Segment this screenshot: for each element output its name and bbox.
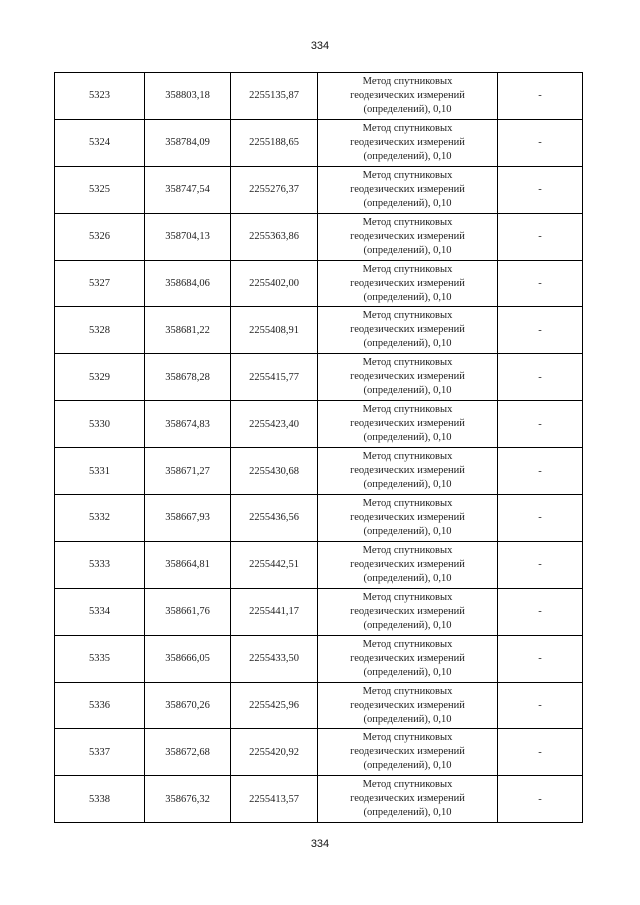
method-cell — [318, 401, 498, 448]
description-cell: - — [498, 166, 583, 213]
method-line: (определений), 0,10 — [363, 572, 452, 584]
method-line: (определений), 0,10 — [363, 338, 452, 350]
coordinates-table — [54, 72, 583, 823]
point-number-cell: 5328 — [55, 307, 145, 354]
table-row — [55, 682, 583, 729]
method-cell — [318, 213, 498, 260]
method-line: Метод спутниковых — [362, 638, 453, 650]
point-number-cell: 5331 — [55, 448, 145, 495]
method-line: Метод спутниковых — [362, 685, 453, 697]
y-coordinate-cell: 2255402,00 — [231, 260, 318, 307]
table-row — [55, 260, 583, 307]
method-line: Метод спутниковых — [362, 732, 453, 744]
method-line: геодезических измерений — [350, 699, 465, 711]
method-cell — [318, 354, 498, 401]
x-coordinate-cell: 358704,13 — [145, 213, 231, 260]
x-coordinate-cell: 358666,05 — [145, 635, 231, 682]
table-row — [55, 495, 583, 542]
point-number-cell: 5330 — [55, 401, 145, 448]
method-line: Метод спутниковых — [362, 779, 453, 791]
page-number-bottom: 334 — [310, 838, 330, 850]
description-cell: - — [498, 119, 583, 166]
description-cell: - — [498, 682, 583, 729]
y-coordinate-cell: 2255276,37 — [231, 166, 318, 213]
method-line: Метод спутниковых — [362, 310, 453, 322]
method-line: (определений), 0,10 — [363, 807, 452, 819]
method-line: геодезических измерений — [350, 89, 465, 101]
method-cell — [318, 119, 498, 166]
method-line: геодезических измерений — [350, 371, 465, 383]
page-number-top: 334 — [310, 40, 330, 52]
method-line: (определений), 0,10 — [363, 244, 452, 256]
method-line: геодезических измерений — [350, 183, 465, 195]
method-line: Метод спутниковых — [362, 451, 453, 463]
method-line: Метод спутниковых — [362, 122, 453, 134]
point-number-cell: 5329 — [55, 354, 145, 401]
method-cell — [318, 729, 498, 776]
x-coordinate-cell: 358678,28 — [145, 354, 231, 401]
method-cell — [318, 166, 498, 213]
method-line: (определений), 0,10 — [363, 479, 452, 491]
y-coordinate-cell: 2255433,50 — [231, 635, 318, 682]
x-coordinate-cell: 358664,81 — [145, 541, 231, 588]
method-line: Метод спутниковых — [362, 357, 453, 369]
method-line: Метод спутниковых — [362, 169, 453, 181]
y-coordinate-cell: 2255408,91 — [231, 307, 318, 354]
y-coordinate-cell: 2255441,17 — [231, 588, 318, 635]
method-cell — [318, 448, 498, 495]
table-row — [55, 307, 583, 354]
method-line: (определений), 0,10 — [363, 760, 452, 772]
table-row — [55, 354, 583, 401]
y-coordinate-cell: 2255430,68 — [231, 448, 318, 495]
method-line: геодезических измерений — [350, 230, 465, 242]
method-line: (определений), 0,10 — [363, 103, 452, 115]
table-row — [55, 213, 583, 260]
point-number-cell: 5337 — [55, 729, 145, 776]
description-cell: - — [498, 260, 583, 307]
description-cell: - — [498, 401, 583, 448]
method-cell — [318, 260, 498, 307]
method-line: (определений), 0,10 — [363, 619, 452, 631]
x-coordinate-cell: 358747,54 — [145, 166, 231, 213]
description-cell: - — [498, 307, 583, 354]
method-cell — [318, 541, 498, 588]
point-number-cell: 5326 — [55, 213, 145, 260]
x-coordinate-cell: 358670,26 — [145, 682, 231, 729]
method-line: (определений), 0,10 — [363, 291, 452, 303]
method-line: Метод спутниковых — [362, 544, 453, 556]
x-coordinate-cell: 358784,09 — [145, 119, 231, 166]
point-number-cell: 5336 — [55, 682, 145, 729]
method-line: (определений), 0,10 — [363, 197, 452, 209]
method-line: геодезических измерений — [350, 605, 465, 617]
description-cell: - — [498, 729, 583, 776]
table-row — [55, 119, 583, 166]
method-cell — [318, 776, 498, 823]
y-coordinate-cell: 2255442,51 — [231, 541, 318, 588]
y-coordinate-cell: 2255363,86 — [231, 213, 318, 260]
x-coordinate-cell: 358681,22 — [145, 307, 231, 354]
table-row — [55, 541, 583, 588]
method-cell — [318, 73, 498, 120]
y-coordinate-cell: 2255413,57 — [231, 776, 318, 823]
description-cell: - — [498, 635, 583, 682]
y-coordinate-cell: 2255423,40 — [231, 401, 318, 448]
method-line: (определений), 0,10 — [363, 150, 452, 162]
x-coordinate-cell: 358661,76 — [145, 588, 231, 635]
point-number-cell: 5324 — [55, 119, 145, 166]
method-line: геодезических измерений — [350, 465, 465, 477]
x-coordinate-cell: 358803,18 — [145, 73, 231, 120]
description-cell: - — [498, 541, 583, 588]
method-line: (определений), 0,10 — [363, 666, 452, 678]
method-line: Метод спутниковых — [362, 263, 453, 275]
x-coordinate-cell: 358684,06 — [145, 260, 231, 307]
y-coordinate-cell: 2255415,77 — [231, 354, 318, 401]
method-cell — [318, 307, 498, 354]
table-row — [55, 166, 583, 213]
method-line: Метод спутниковых — [362, 75, 453, 87]
description-cell: - — [498, 495, 583, 542]
method-line: геодезических измерений — [350, 558, 465, 570]
point-number-cell: 5334 — [55, 588, 145, 635]
y-coordinate-cell: 2255425,96 — [231, 682, 318, 729]
method-cell — [318, 682, 498, 729]
method-line: геодезических измерений — [350, 511, 465, 523]
description-cell: - — [498, 776, 583, 823]
point-number-cell: 5333 — [55, 541, 145, 588]
description-cell: - — [498, 213, 583, 260]
point-number-cell: 5335 — [55, 635, 145, 682]
coordinates-table-body — [55, 73, 583, 823]
table-row — [55, 635, 583, 682]
method-line: геодезических измерений — [350, 277, 465, 289]
point-number-cell: 5325 — [55, 166, 145, 213]
method-line: геодезических измерений — [350, 136, 465, 148]
method-cell — [318, 495, 498, 542]
table-row — [55, 588, 583, 635]
x-coordinate-cell: 358672,68 — [145, 729, 231, 776]
y-coordinate-cell: 2255188,65 — [231, 119, 318, 166]
method-line: Метод спутниковых — [362, 591, 453, 603]
x-coordinate-cell: 358674,83 — [145, 401, 231, 448]
method-cell — [318, 588, 498, 635]
x-coordinate-cell: 358671,27 — [145, 448, 231, 495]
method-line: геодезических измерений — [350, 793, 465, 805]
method-line: геодезических измерений — [350, 324, 465, 336]
method-cell — [318, 635, 498, 682]
method-line: Метод спутниковых — [362, 497, 453, 509]
method-line: (определений), 0,10 — [363, 525, 452, 537]
point-number-cell: 5323 — [55, 73, 145, 120]
method-line: геодезических измерений — [350, 746, 465, 758]
method-line: геодезических измерений — [350, 652, 465, 664]
method-line: геодезических измерений — [350, 418, 465, 430]
method-line: Метод спутниковых — [362, 216, 453, 228]
table-row — [55, 448, 583, 495]
point-number-cell: 5332 — [55, 495, 145, 542]
point-number-cell: 5338 — [55, 776, 145, 823]
y-coordinate-cell: 2255436,56 — [231, 495, 318, 542]
table-row — [55, 73, 583, 120]
table-row — [55, 401, 583, 448]
x-coordinate-cell: 358676,32 — [145, 776, 231, 823]
method-line: (определений), 0,10 — [363, 432, 452, 444]
y-coordinate-cell: 2255420,92 — [231, 729, 318, 776]
description-cell: - — [498, 354, 583, 401]
point-number-cell: 5327 — [55, 260, 145, 307]
description-cell: - — [498, 588, 583, 635]
method-line: (определений), 0,10 — [363, 385, 452, 397]
method-line: Метод спутниковых — [362, 404, 453, 416]
method-line: (определений), 0,10 — [363, 713, 452, 725]
description-cell: - — [498, 73, 583, 120]
table-row — [55, 776, 583, 823]
x-coordinate-cell: 358667,93 — [145, 495, 231, 542]
description-cell: - — [498, 448, 583, 495]
y-coordinate-cell: 2255135,87 — [231, 73, 318, 120]
table-row — [55, 729, 583, 776]
